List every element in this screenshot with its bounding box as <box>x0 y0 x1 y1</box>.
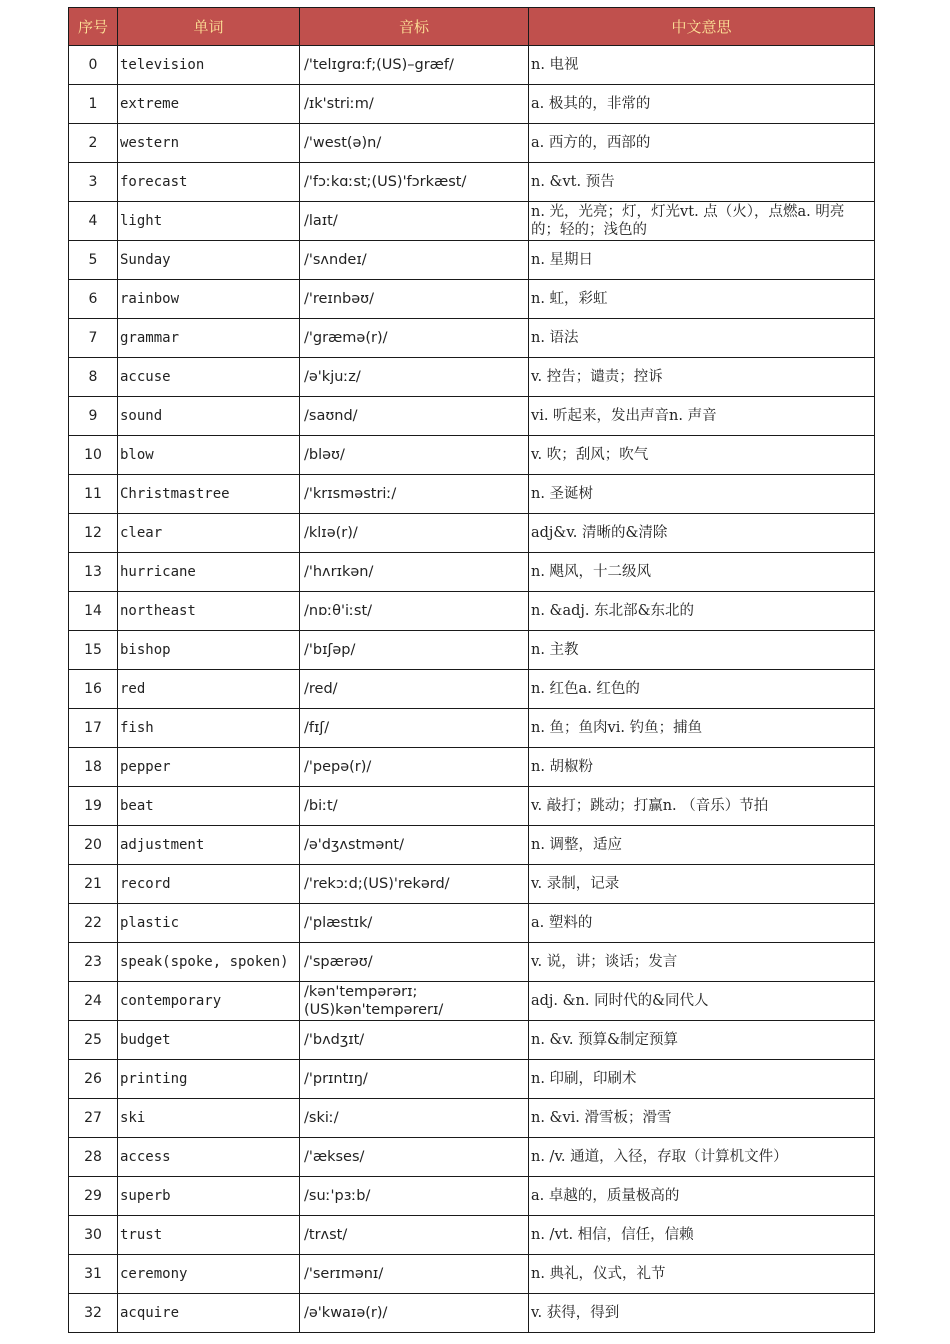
row-chinese-meaning: n. 主教 <box>529 631 875 670</box>
row-number: 24 <box>69 982 118 1021</box>
row-phonetic: /'plæstɪk/ <box>300 904 529 943</box>
row-number: 29 <box>69 1177 118 1216</box>
row-number: 32 <box>69 1294 118 1333</box>
row-phonetic: /bləʊ/ <box>300 436 529 475</box>
row-number: 20 <box>69 826 118 865</box>
table-row <box>69 787 875 826</box>
vocabulary-table <box>68 7 875 1333</box>
row-word: adjustment <box>118 826 300 865</box>
table-row <box>69 1255 875 1294</box>
row-number: 2 <box>69 124 118 163</box>
row-number: 3 <box>69 163 118 202</box>
row-chinese-meaning: a. 塑料的 <box>529 904 875 943</box>
table-body <box>69 46 875 1333</box>
table-row <box>69 1021 875 1060</box>
row-phonetic: /'fɔːkɑːst;(US)'fɔrkæst/ <box>300 163 529 202</box>
row-phonetic: /kən'tempərərɪ;(US)kən'tempərerɪ/ <box>300 982 529 1021</box>
row-number: 17 <box>69 709 118 748</box>
row-chinese-meaning: n. 红色a. 红色的 <box>529 670 875 709</box>
row-number: 26 <box>69 1060 118 1099</box>
table-row <box>69 358 875 397</box>
row-word: forecast <box>118 163 300 202</box>
table-row <box>69 748 875 787</box>
row-phonetic: /'spærəʊ/ <box>300 943 529 982</box>
row-word: fish <box>118 709 300 748</box>
row-word: hurricane <box>118 553 300 592</box>
row-chinese-meaning: adj&v. 清晰的&清除 <box>529 514 875 553</box>
row-word: trust <box>118 1216 300 1255</box>
row-phonetic: /'telɪgrɑːf;(US)–græf/ <box>300 46 529 85</box>
row-word: pepper <box>118 748 300 787</box>
row-number: 30 <box>69 1216 118 1255</box>
row-chinese-meaning: a. 西方的，西部的 <box>529 124 875 163</box>
row-number: 13 <box>69 553 118 592</box>
table-row <box>69 436 875 475</box>
row-phonetic: /skiː/ <box>300 1099 529 1138</box>
row-phonetic: /'pepə(r)/ <box>300 748 529 787</box>
table-row <box>69 514 875 553</box>
row-word: clear <box>118 514 300 553</box>
table-row <box>69 1177 875 1216</box>
row-phonetic: /ə'kwaɪə(r)/ <box>300 1294 529 1333</box>
row-word: speak(spoke, spoken) <box>118 943 300 982</box>
row-word: ski <box>118 1099 300 1138</box>
table-row <box>69 631 875 670</box>
row-number: 19 <box>69 787 118 826</box>
row-chinese-meaning: adj. &n. 同时代的&同代人 <box>529 982 875 1021</box>
row-chinese-meaning: n. 光，光亮；灯，灯光vt. 点（火），点燃a. 明亮的；轻的；浅色的 <box>529 202 875 241</box>
row-number: 14 <box>69 592 118 631</box>
header-phonetic: 音标 <box>300 8 529 46</box>
row-chinese-meaning: n. &v. 预算&制定预算 <box>529 1021 875 1060</box>
row-number: 22 <box>69 904 118 943</box>
row-word: sound <box>118 397 300 436</box>
row-phonetic: /'bʌdʒɪt/ <box>300 1021 529 1060</box>
table-row <box>69 1138 875 1177</box>
row-chinese-meaning: n. 星期日 <box>529 241 875 280</box>
table-row <box>69 280 875 319</box>
table-header <box>69 8 875 46</box>
table-row <box>69 943 875 982</box>
row-number: 15 <box>69 631 118 670</box>
table-row <box>69 319 875 358</box>
header-chinese-meaning: 中文意思 <box>529 8 875 46</box>
row-chinese-meaning: n. 印刷，印刷术 <box>529 1060 875 1099</box>
row-phonetic: /'prɪntɪŋ/ <box>300 1060 529 1099</box>
row-number: 5 <box>69 241 118 280</box>
row-chinese-meaning: v. 吹；刮风；吹气 <box>529 436 875 475</box>
row-phonetic: /ə'kjuːz/ <box>300 358 529 397</box>
table-row <box>69 85 875 124</box>
row-phonetic: /'reɪnbəʊ/ <box>300 280 529 319</box>
row-word: red <box>118 670 300 709</box>
row-chinese-meaning: v. 敲打；跳动；打赢n. （音乐）节拍 <box>529 787 875 826</box>
row-phonetic: /'west(ə)n/ <box>300 124 529 163</box>
row-word: ceremony <box>118 1255 300 1294</box>
table-row <box>69 904 875 943</box>
row-word: grammar <box>118 319 300 358</box>
row-chinese-meaning: n. &vt. 预告 <box>529 163 875 202</box>
row-phonetic: /'græmə(r)/ <box>300 319 529 358</box>
row-chinese-meaning: a. 卓越的，质量极高的 <box>529 1177 875 1216</box>
header-number: 序号 <box>69 8 118 46</box>
row-word: accuse <box>118 358 300 397</box>
row-number: 27 <box>69 1099 118 1138</box>
row-phonetic: /'rekɔːd;(US)'rekərd/ <box>300 865 529 904</box>
row-number: 31 <box>69 1255 118 1294</box>
row-chinese-meaning: n. 圣诞树 <box>529 475 875 514</box>
row-word: beat <box>118 787 300 826</box>
row-word: superb <box>118 1177 300 1216</box>
header-word: 单词 <box>118 8 300 46</box>
row-phonetic: /'bɪʃəp/ <box>300 631 529 670</box>
table-row <box>69 1099 875 1138</box>
table-row <box>69 202 875 241</box>
row-chinese-meaning: n. 虹，彩虹 <box>529 280 875 319</box>
row-word: acquire <box>118 1294 300 1333</box>
row-word: rainbow <box>118 280 300 319</box>
row-number: 28 <box>69 1138 118 1177</box>
table-row <box>69 709 875 748</box>
row-word: plastic <box>118 904 300 943</box>
row-number: 4 <box>69 202 118 241</box>
row-number: 6 <box>69 280 118 319</box>
row-phonetic: /laɪt/ <box>300 202 529 241</box>
row-phonetic: /'ækses/ <box>300 1138 529 1177</box>
row-number: 10 <box>69 436 118 475</box>
row-number: 8 <box>69 358 118 397</box>
table-row <box>69 475 875 514</box>
row-phonetic: /red/ <box>300 670 529 709</box>
row-phonetic: /saʊnd/ <box>300 397 529 436</box>
row-chinese-meaning: n. 胡椒粉 <box>529 748 875 787</box>
row-phonetic: /nɒːθ'iːst/ <box>300 592 529 631</box>
table-row <box>69 46 875 85</box>
vocabulary-sheet <box>68 7 874 1333</box>
row-chinese-meaning: n. 电视 <box>529 46 875 85</box>
table-row <box>69 163 875 202</box>
table-row <box>69 982 875 1021</box>
row-number: 18 <box>69 748 118 787</box>
row-word: television <box>118 46 300 85</box>
table-row <box>69 397 875 436</box>
row-word: budget <box>118 1021 300 1060</box>
row-chinese-meaning: n. /v. 通道，入径，存取（计算机文件） <box>529 1138 875 1177</box>
table-row <box>69 1060 875 1099</box>
table-row <box>69 826 875 865</box>
row-word: record <box>118 865 300 904</box>
row-phonetic: /'serɪmənɪ/ <box>300 1255 529 1294</box>
row-chinese-meaning: n. &vi. 滑雪板；滑雪 <box>529 1099 875 1138</box>
row-number: 21 <box>69 865 118 904</box>
row-word: light <box>118 202 300 241</box>
row-chinese-meaning: vi. 听起来，发出声音n. 声音 <box>529 397 875 436</box>
row-chinese-meaning: n. 飓风，十二级风 <box>529 553 875 592</box>
row-word: northeast <box>118 592 300 631</box>
row-phonetic: /suː'pɜːb/ <box>300 1177 529 1216</box>
table-row <box>69 1216 875 1255</box>
row-phonetic: /'hʌrɪkən/ <box>300 553 529 592</box>
table-row <box>69 241 875 280</box>
row-word: contemporary <box>118 982 300 1021</box>
row-chinese-meaning: n. &adj. 东北部&东北的 <box>529 592 875 631</box>
row-phonetic: /ə'dʒʌstmənt/ <box>300 826 529 865</box>
table-row <box>69 592 875 631</box>
header-row <box>69 8 875 46</box>
row-chinese-meaning: a. 极其的，非常的 <box>529 85 875 124</box>
row-number: 7 <box>69 319 118 358</box>
row-number: 11 <box>69 475 118 514</box>
row-phonetic: /biːt/ <box>300 787 529 826</box>
row-word: extreme <box>118 85 300 124</box>
row-number: 0 <box>69 46 118 85</box>
row-number: 1 <box>69 85 118 124</box>
row-chinese-meaning: n. 语法 <box>529 319 875 358</box>
table-row <box>69 865 875 904</box>
row-word: Christmastree <box>118 475 300 514</box>
row-chinese-meaning: v. 控告；谴责；控诉 <box>529 358 875 397</box>
row-phonetic: /ɪk'striːm/ <box>300 85 529 124</box>
row-word: printing <box>118 1060 300 1099</box>
row-number: 25 <box>69 1021 118 1060</box>
row-number: 9 <box>69 397 118 436</box>
row-word: Sunday <box>118 241 300 280</box>
row-word: bishop <box>118 631 300 670</box>
table-row <box>69 670 875 709</box>
row-phonetic: /trʌst/ <box>300 1216 529 1255</box>
table-row <box>69 553 875 592</box>
row-number: 23 <box>69 943 118 982</box>
row-chinese-meaning: n. 典礼，仪式，礼节 <box>529 1255 875 1294</box>
row-phonetic: /klɪə(r)/ <box>300 514 529 553</box>
row-chinese-meaning: n. 调整，适应 <box>529 826 875 865</box>
row-phonetic: /'sʌndeɪ/ <box>300 241 529 280</box>
row-chinese-meaning: n. 鱼；鱼肉vi. 钓鱼；捕鱼 <box>529 709 875 748</box>
row-chinese-meaning: n. /vt. 相信，信任，信赖 <box>529 1216 875 1255</box>
row-phonetic: /fɪʃ/ <box>300 709 529 748</box>
row-number: 12 <box>69 514 118 553</box>
row-number: 16 <box>69 670 118 709</box>
row-chinese-meaning: v. 说，讲；谈话；发言 <box>529 943 875 982</box>
row-word: blow <box>118 436 300 475</box>
row-chinese-meaning: v. 获得，得到 <box>529 1294 875 1333</box>
table-row <box>69 124 875 163</box>
table-row <box>69 1294 875 1333</box>
row-word: access <box>118 1138 300 1177</box>
row-word: western <box>118 124 300 163</box>
row-chinese-meaning: v. 录制，记录 <box>529 865 875 904</box>
row-phonetic: /'krɪsməstriː/ <box>300 475 529 514</box>
